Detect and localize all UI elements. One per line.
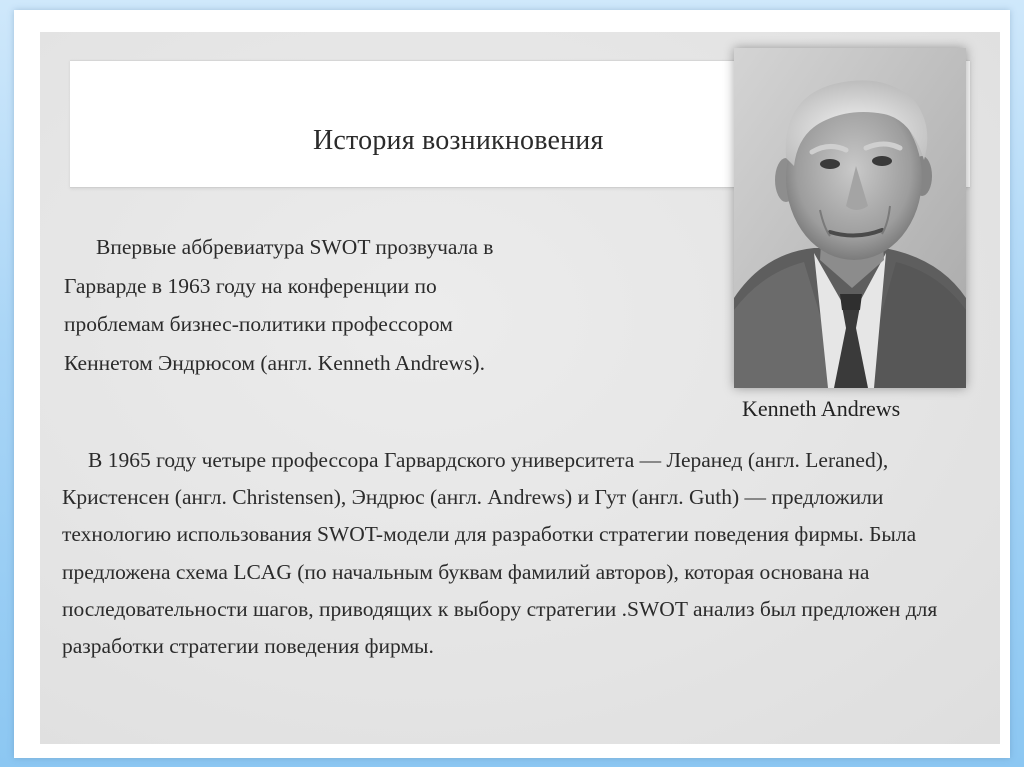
paragraph-history [62, 442, 992, 665]
paragraph-intro [64, 228, 504, 382]
portrait-icon [734, 48, 966, 388]
slide-frame [14, 10, 1010, 758]
paragraph-history-text: В 1965 году четыре профессора Гарвардского университета — Леранед (англ. Leraned), Кристенсен (англ. Christensen), Эндрюс (англ. Andrews) и Гут (англ. Guth) — предложили технологию использования SWOT-модели для разработки стратегии поведения фирмы. Была предложена схема LCAG (по начальным буквам фамилий авторов), которая основана на последовательности шагов, приводящих к выбору стратегии .SWOT анализ был предложен для разработки стратегии поведения фирмы. [62, 448, 938, 659]
photo-caption: Kenneth Andrews [742, 396, 901, 421]
slide-title: История возникновения [313, 125, 604, 156]
slide [40, 32, 1000, 744]
paragraph-intro-text: Впервые аббревиатура SWOT прозвучала в Гарварде в 1963 году на конференции по проблемам бизнес-политики профессором Кеннетом Эндрюсом (англ. Kenneth Andrews). [64, 235, 494, 375]
portrait-photo [734, 48, 966, 388]
